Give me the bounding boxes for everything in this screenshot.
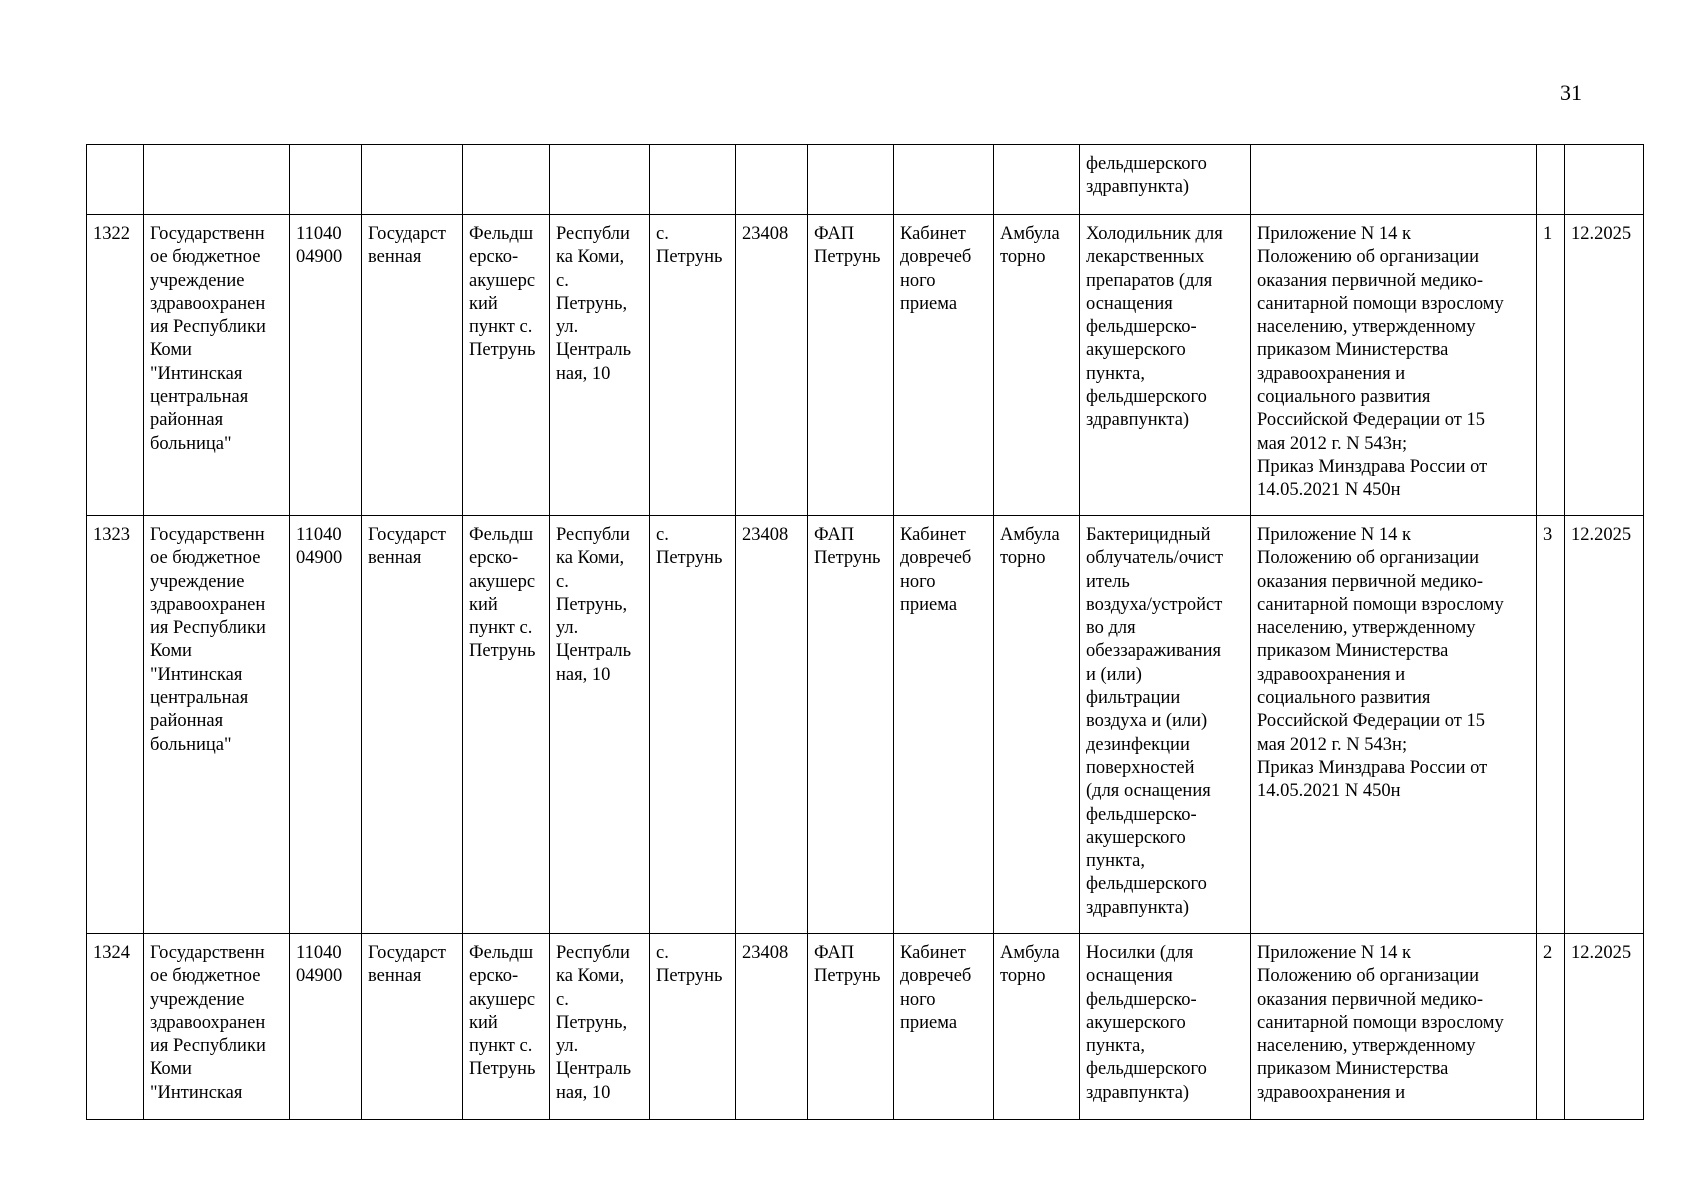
cell-equipment: Носилки (для оснащения фельдшерско- акушерского пункта, фельдшерского здравпункта) (1080, 934, 1251, 1120)
cell-basis: Приложение N 14 к Положению об организации оказания первичной медико- санитарной помощи взрослому населению, утвержденному приказом Министерства здравоохранения и социального развития Российской Федерации от 15 мая 2012 г. N 543н; Приказ Минздрава России от 14.05.2021 N 450н (1251, 215, 1537, 516)
cell-settlement (650, 145, 736, 215)
page-number: 31 (1560, 80, 1582, 105)
cell-equipment: Бактерицидный облучатель/очист итель воздуха/устройст во для обеззараживания и (или) фильтрации воздуха и (или) дезинфекции поверхностей (для оснащения фельдшерско- акушерского пункта, фельдшерского здравпункта) (1080, 516, 1251, 934)
cell-basis: Приложение N 14 к Положению об организации оказания первичной медико- санитарной помощи взрослому населению, утвержденному приказом Министерства здравоохранения и (1251, 934, 1537, 1120)
cell-care-type: Амбула торно (994, 934, 1080, 1120)
cell-settlement: с. Петрунь (650, 934, 736, 1120)
cell-oktmo: 23408 (736, 215, 808, 516)
cell-basis (1251, 145, 1537, 215)
cell-basis: Приложение N 14 к Положению об организации оказания первичной медико- санитарной помощи взрослому населению, утвержденному приказом Министерства здравоохранения и социального развития Российской Федерации от 15 мая 2012 г. N 543н; Приказ Минздрава России от 14.05.2021 N 450н (1251, 516, 1537, 934)
cell-institution: Государственн ое бюджетное учреждение здравоохранен ия Республики Коми "Интинская центральная районная больница" (144, 215, 290, 516)
cell-code (290, 145, 362, 215)
table-row (87, 215, 1644, 516)
cell-unit: Фельдш ерско- акушерс кий пункт с. Петрунь (463, 934, 550, 1120)
cell-institution: Государственн ое бюджетное учреждение здравоохранен ия Республики Коми "Интинская (144, 934, 290, 1120)
cell-ownership (362, 145, 463, 215)
cell-oktmo (736, 145, 808, 215)
cell-code: 11040 04900 (290, 934, 362, 1120)
cell-department: ФАП Петрунь (808, 215, 894, 516)
cell-settlement: с. Петрунь (650, 516, 736, 934)
cell-qty: 2 (1537, 934, 1565, 1120)
cell-equipment: Холодильник для лекарственных препаратов (для оснащения фельдшерско- акушерского пункта, фельдшерского здравпункта) (1080, 215, 1251, 516)
cell-room: Кабинет довречеб ного приема (894, 215, 994, 516)
cell-room: Кабинет довречеб ного приема (894, 516, 994, 934)
cell-date: 12.2025 (1565, 516, 1644, 934)
cell-num: 1322 (87, 215, 144, 516)
cell-qty: 3 (1537, 516, 1565, 934)
table-row (87, 516, 1644, 934)
cell-qty: 1 (1537, 215, 1565, 516)
cell-code: 11040 04900 (290, 516, 362, 934)
cell-ownership: Государст венная (362, 516, 463, 934)
cell-num: 1324 (87, 934, 144, 1120)
equipment-registry-table (86, 144, 1644, 1120)
cell-ownership: Государст венная (362, 215, 463, 516)
cell-institution: Государственн ое бюджетное учреждение здравоохранен ия Республики Коми "Интинская центральная районная больница" (144, 516, 290, 934)
cell-address: Республи ка Коми, с. Петрунь, ул. Централь ная, 10 (550, 516, 650, 934)
cell-care-type (994, 145, 1080, 215)
table-row (87, 145, 1644, 215)
table-row (87, 934, 1644, 1120)
cell-oktmo: 23408 (736, 934, 808, 1120)
cell-department (808, 145, 894, 215)
cell-oktmo: 23408 (736, 516, 808, 934)
cell-date: 12.2025 (1565, 934, 1644, 1120)
cell-num (87, 145, 144, 215)
cell-department: ФАП Петрунь (808, 934, 894, 1120)
cell-unit: Фельдш ерско- акушерс кий пункт с. Петрунь (463, 516, 550, 934)
cell-room (894, 145, 994, 215)
cell-address (550, 145, 650, 215)
cell-settlement: с. Петрунь (650, 215, 736, 516)
cell-care-type: Амбула торно (994, 215, 1080, 516)
cell-unit (463, 145, 550, 215)
cell-date: 12.2025 (1565, 215, 1644, 516)
cell-num: 1323 (87, 516, 144, 934)
cell-code: 11040 04900 (290, 215, 362, 516)
cell-unit: Фельдш ерско- акушерс кий пункт с. Петрунь (463, 215, 550, 516)
cell-room: Кабинет довречеб ного приема (894, 934, 994, 1120)
cell-address: Республи ка Коми, с. Петрунь, ул. Централь ная, 10 (550, 934, 650, 1120)
cell-department: ФАП Петрунь (808, 516, 894, 934)
cell-ownership: Государст венная (362, 934, 463, 1120)
cell-care-type: Амбула торно (994, 516, 1080, 934)
cell-equipment: фельдшерского здравпункта) (1080, 145, 1251, 215)
cell-address: Республи ка Коми, с. Петрунь, ул. Централь ная, 10 (550, 215, 650, 516)
cell-institution (144, 145, 290, 215)
cell-date (1565, 145, 1644, 215)
cell-qty (1537, 145, 1565, 215)
